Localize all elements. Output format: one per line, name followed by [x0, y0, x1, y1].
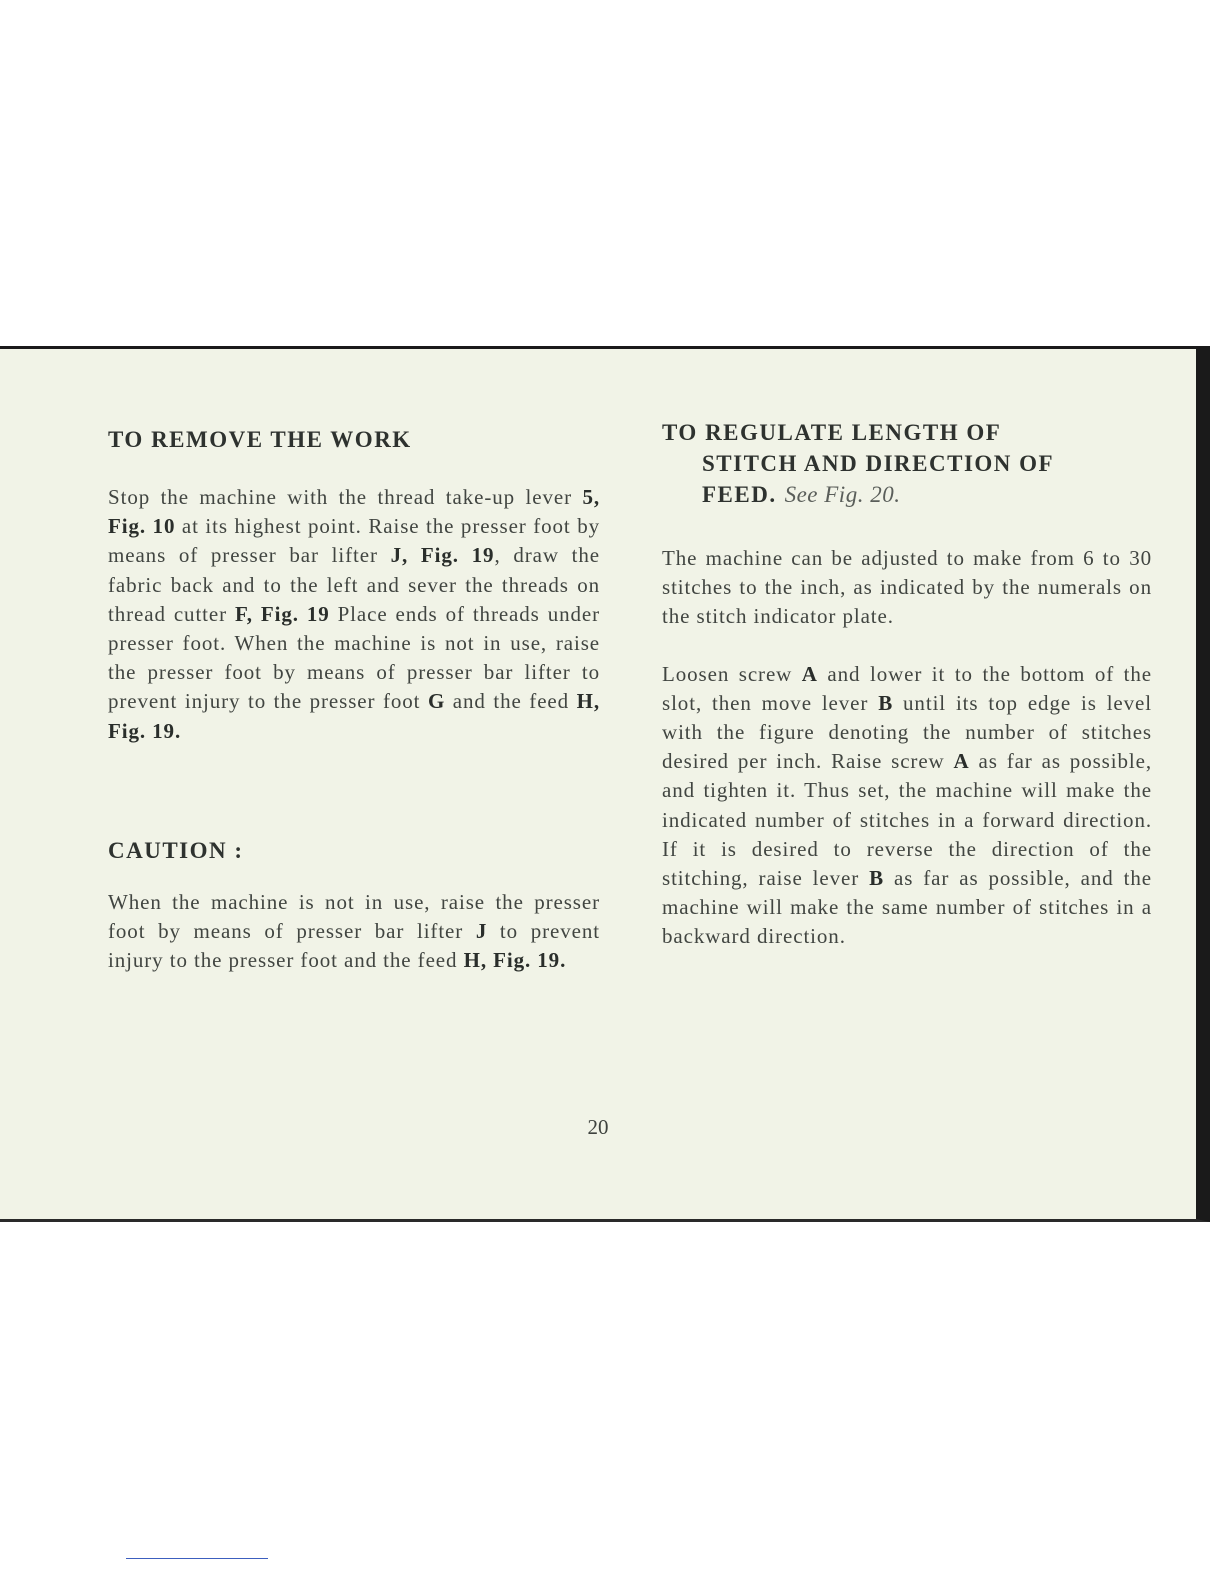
text-run: and lower it to the bottom of the slot, then move lever	[662, 661, 1153, 715]
text-run: as far as possible, and the machine will make the same number of stitches in a backward direction.	[662, 866, 1152, 949]
bold-reference: J	[475, 919, 488, 944]
bold-reference: J, Fig. 19	[390, 543, 495, 568]
text-run: Place ends of threads under presser foot. When the machine is not in use, raise the presser foot by means of presser bar lifter to prevent injury to the presser foot	[108, 601, 601, 714]
caution-heading: CAUTION :	[108, 837, 244, 863]
text-run: to prevent injury to the presser foot and the feed	[108, 919, 600, 973]
bold-reference: B	[878, 690, 894, 715]
text-run: Loosen screw	[662, 661, 802, 686]
bold-reference: A	[953, 749, 970, 774]
caution-paragraph	[108, 888, 600, 976]
heading-line-3	[662, 479, 1152, 510]
text-run: , draw the fabric back and to the left and sever the threads on thread cutter	[108, 543, 600, 626]
manual-page	[0, 346, 1210, 1222]
left-column	[108, 427, 600, 975]
remove-work-paragraph	[108, 483, 600, 746]
bold-reference: B	[869, 866, 885, 891]
bold-reference: H, Fig. 19.	[463, 948, 567, 973]
adjust-lever-paragraph	[662, 660, 1152, 952]
heading-feed: FEED.	[702, 482, 777, 507]
text-run: at its highest point. Raise the presser foot by means of presser bar lifter	[108, 514, 600, 568]
text-run: Stop the machine with the thread take-up lever	[108, 485, 583, 509]
bold-reference: A	[801, 661, 818, 686]
regulate-stitch-heading	[662, 417, 1152, 510]
bold-reference: H, Fig. 19.	[108, 689, 600, 743]
see-fig-reference: See Fig. 20.	[784, 482, 901, 507]
page-number: 20	[587, 1115, 609, 1139]
bold-reference: G	[427, 689, 446, 714]
heading-line-2: STITCH AND DIRECTION OF	[702, 451, 1055, 476]
text-run: as far as possible, and tighten it. Thus set, the machine will make the indicated number of stitches in a forward direction. If it is desired to reverse the direction of the stitching, raise lever	[662, 749, 1152, 891]
stitch-range-paragraph	[662, 544, 1152, 632]
right-column	[662, 417, 1152, 952]
remove-work-heading: TO REMOVE THE WORK	[108, 427, 412, 452]
bold-reference: 5, Fig. 10	[108, 485, 600, 539]
heading-line-1: TO REGULATE LENGTH OF	[662, 420, 1002, 445]
text-run: and the feed	[445, 689, 577, 714]
footnote-rule	[126, 1558, 268, 1559]
text-run: When the machine is not in use, raise the presser foot by means of presser bar lifter	[108, 889, 600, 944]
bold-reference: F, Fig. 19	[234, 601, 330, 626]
text-run: until its top edge is level with the figure denoting the number of stitches desired per inch. Raise screw	[662, 690, 1153, 774]
text-run: The machine can be adjusted to make from 6 to 30 stitches to the inch, as indicated by the numerals on the stitch indicator plate.	[662, 546, 1152, 629]
